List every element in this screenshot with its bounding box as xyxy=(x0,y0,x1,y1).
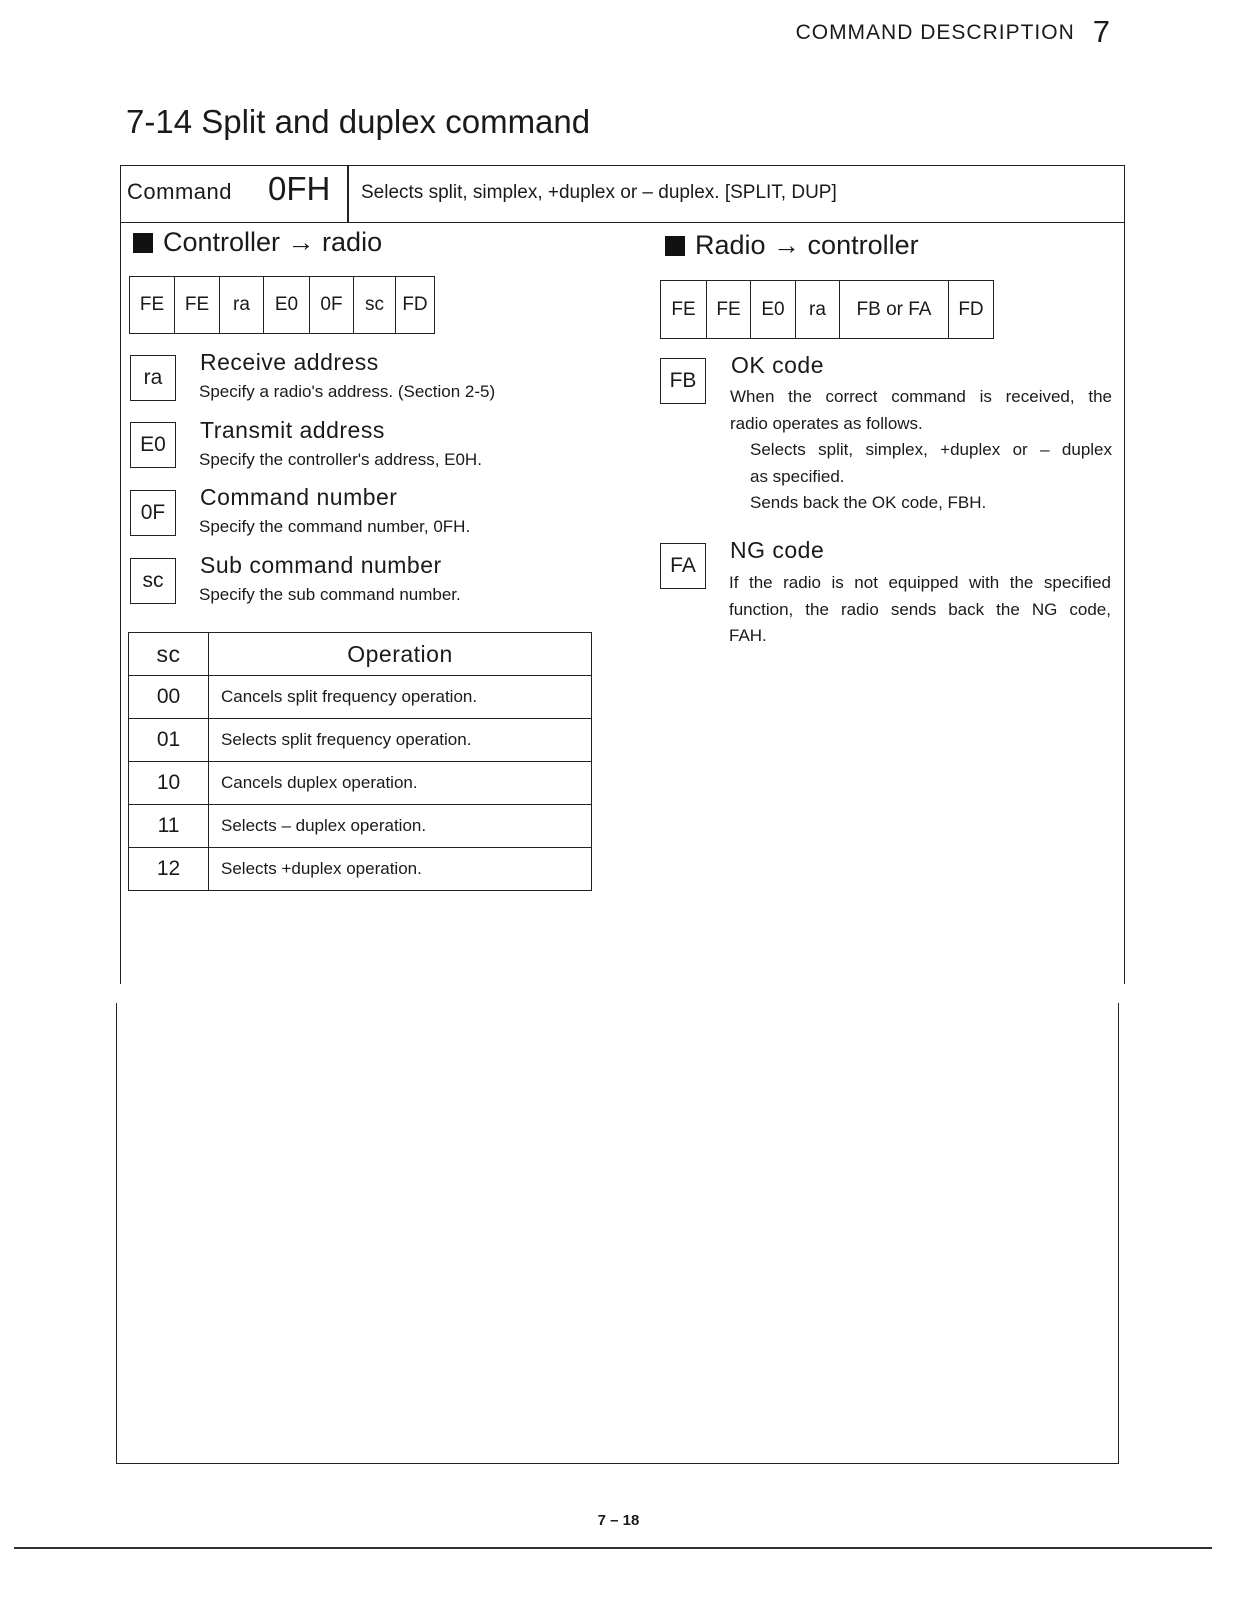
ng-code-title: NG code xyxy=(730,537,825,563)
radio-to-controller-heading xyxy=(665,230,919,261)
sc-value: 11 xyxy=(129,805,209,848)
controller-byte-sequence xyxy=(129,276,435,334)
item-description: Specify the sub command number. xyxy=(199,585,461,604)
ng-code-line: FAH. xyxy=(729,626,767,645)
sc-value: 01 xyxy=(129,719,209,762)
sc-value: 10 xyxy=(129,762,209,805)
table-row xyxy=(129,848,592,891)
command-label: Command xyxy=(127,179,232,204)
section-title: 7-14 Split and duplex command xyxy=(126,103,591,140)
ok-code-title: OK code xyxy=(731,352,824,378)
content-frame-lower xyxy=(116,1003,1119,1464)
byte-cell: FE xyxy=(707,281,751,338)
square-bullet-icon xyxy=(133,233,153,253)
operation-text: Selects – duplex operation. xyxy=(209,805,592,848)
operation-text: Selects split frequency operation. xyxy=(209,719,592,762)
chapter-number: 7 xyxy=(1092,14,1111,49)
table-row xyxy=(129,719,592,762)
code-box-fb: FB xyxy=(660,358,706,404)
command-description: Selects split, simplex, +duplex or – duplex. [SPLIT, DUP] xyxy=(361,182,837,203)
code-box-0f: 0F xyxy=(130,490,176,536)
byte-cell: ra xyxy=(220,277,264,333)
operation-text: Selects +duplex operation. xyxy=(209,848,592,891)
item-title: Sub command number xyxy=(200,552,442,578)
sc-value: 12 xyxy=(129,848,209,891)
ok-code-line: When the correct command is received, the xyxy=(730,387,1112,406)
sub-command-table xyxy=(128,632,592,891)
footer-rule xyxy=(14,1547,1212,1549)
byte-cell: E0 xyxy=(751,281,796,338)
table-header-operation: Operation xyxy=(209,633,592,676)
byte-cell: FE xyxy=(130,277,175,333)
ok-code-description xyxy=(730,384,1112,517)
square-bullet-icon xyxy=(665,236,685,256)
byte-cell: FE xyxy=(661,281,707,338)
ok-code-line: as specified. xyxy=(750,466,845,486)
command-divider xyxy=(347,165,349,222)
table-header-row xyxy=(129,633,592,676)
table-header-sc: sc xyxy=(129,633,209,676)
item-title: Command number xyxy=(200,484,398,510)
controller-to-radio-heading xyxy=(133,227,382,258)
item-description: Specify the command number, 0FH. xyxy=(199,517,471,536)
item-title: Receive address xyxy=(200,349,379,375)
code-box-ra: ra xyxy=(130,355,176,401)
ok-code-line: radio operates as follows. xyxy=(730,413,923,433)
running-header xyxy=(796,14,1111,50)
ng-code-line: If the radio is not equipped with the specified xyxy=(729,573,1111,592)
radio-to-controller-heading-text: Radio → controller xyxy=(695,230,919,260)
byte-cell: E0 xyxy=(264,277,310,333)
controller-to-radio-heading-text: Controller → radio xyxy=(163,227,383,257)
ok-code-line: Selects split, simplex, +duplex or – duplex xyxy=(750,440,1112,459)
code-box-fa: FA xyxy=(660,543,706,589)
radio-byte-sequence xyxy=(660,280,994,339)
byte-cell: FE xyxy=(175,277,220,333)
operation-text: Cancels split frequency operation. xyxy=(209,676,592,719)
byte-cell: FD xyxy=(402,294,428,315)
item-description: Specify a radio's address. (Section 2-5) xyxy=(199,382,496,401)
code-box-e0: E0 xyxy=(130,422,176,468)
byte-cell: FB or FA xyxy=(840,281,949,338)
command-code: 0FH xyxy=(268,170,331,207)
item-title: Transmit address xyxy=(200,417,385,443)
ng-code-line: function, the radio sends back the NG code, xyxy=(729,599,1111,619)
operation-text: Cancels duplex operation. xyxy=(209,762,592,805)
running-header-title: COMMAND DESCRIPTION xyxy=(795,21,1075,44)
byte-cell: sc xyxy=(354,277,396,333)
byte-cell: ra xyxy=(796,281,840,338)
item-description: Specify the controller's address, E0H. xyxy=(199,450,482,469)
sc-value: 00 xyxy=(129,676,209,719)
table-row xyxy=(129,762,592,805)
byte-cell: 0F xyxy=(310,277,354,333)
code-box-sc: sc xyxy=(130,558,176,604)
ok-code-line: Sends back the OK code, FBH. xyxy=(750,493,987,512)
ng-code-description xyxy=(729,570,1111,650)
page-number: 7 – 18 xyxy=(597,1512,640,1529)
table-row xyxy=(129,805,592,848)
table-row xyxy=(129,676,592,719)
byte-cell: FD xyxy=(958,298,984,320)
